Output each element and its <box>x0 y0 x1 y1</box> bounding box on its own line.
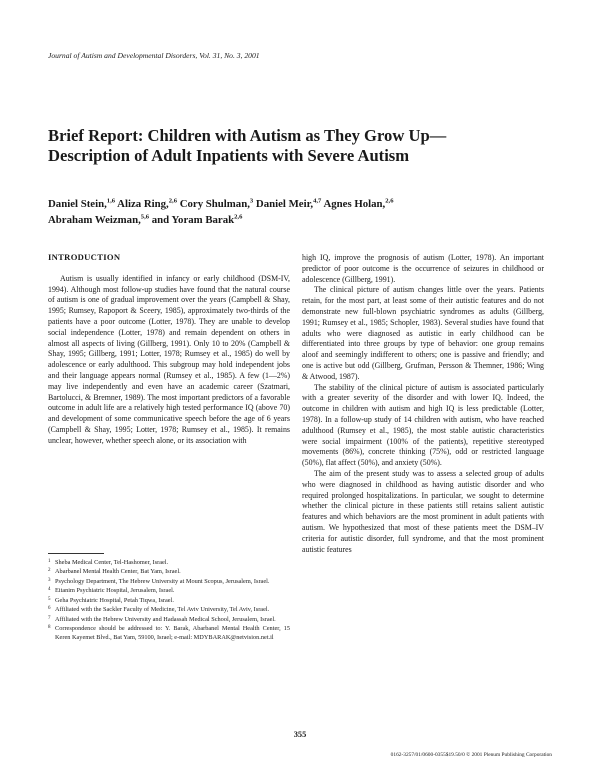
footnote-mark: 8 <box>48 625 51 631</box>
author-affiliation: 4,7 <box>313 197 322 205</box>
author-affiliation: 5,6 <box>140 213 150 221</box>
footnotes <box>48 553 290 643</box>
footnote-text: Affiliated with the Hebrew University and Hadassah Medical School, Jerusalem, Israel. <box>55 615 276 623</box>
footnote-mark: 3 <box>48 577 51 583</box>
footnote-text: Geha Psychiatric Hospital, Petah Tiqwa, Israel. <box>55 596 174 604</box>
footnote-mark: 6 <box>48 606 51 612</box>
author-name: Daniel Meir, <box>255 198 314 210</box>
right-column <box>302 253 544 555</box>
author-name: Agnes Holan, <box>323 198 386 210</box>
author-affiliation: 2,6 <box>168 197 177 205</box>
author-affiliation: 1,6 <box>106 197 116 205</box>
footnote-mark: 1 <box>48 559 51 564</box>
footnote-text: Psychology Department, The Hebrew University at Mount Scopus, Jerusalem, Israel. <box>55 577 270 585</box>
footnote <box>48 587 290 595</box>
footnote-mark: 2 <box>48 568 51 574</box>
footnote <box>48 606 290 614</box>
author-name: Daniel Stein, <box>48 198 107 210</box>
footnote-text: Abarbanel Mental Health Center, Bat Yam, Israel. <box>55 568 181 576</box>
page-number: 355 <box>293 730 307 739</box>
article-title <box>48 126 558 166</box>
footnote-divider <box>48 553 104 554</box>
title-line-1: Brief Report: Children with Autism as They Grow Up— <box>48 126 447 145</box>
footnote-text: Affiliated with the Sackler Faculty of Medicine, Tel Aviv University, Tel Aviv, Israel. <box>55 606 270 614</box>
author-affiliation: 2,6 <box>385 197 394 205</box>
body-paragraph: Autism is usually identified in infancy or early childhood (DSM-IV, 1994). Although most follow-up studies have found that the natural course of autism is one of gradual improvement over the years (Campbell & Shay, 1995; Rumsey, Rapoport & Sceery, 1985), approximately two-thirds of the patients have a poor outcome (Lotter, 1978). They are unable to develop social independence (Lotter, 1978) and remain dependent on others in almost all aspects of living (Gillberg, 1991). Only 10 to 20% (Campbell & Shay, 1995; Gillberg, 1991; Lotter, 1978; Rumsey et al., 1985) do well by adolescence or early adulthood. This subgroup may hold independent jobs and their language appears normal (Rumsey et al., 1985). A few (1—2%) may live independently and even have an academic career (Szatmari, Bartolucci, & Bremner, 1989). The most important predictors of a favorable outcome in adult life are a relatively high tested performance IQ (above 70) and development of some communicative speech before the age of 6 years (Campbell & Shay, 1995; Lotter, 1978; Rumsey et al., 1985). It remains unclear, however, whether speech alone, or its association with <box>48 273 290 445</box>
footnote-mark: 5 <box>48 596 51 602</box>
footnote <box>48 578 290 586</box>
footnote <box>48 559 290 567</box>
author-list <box>48 196 558 228</box>
author-name: Cory Shulman, <box>179 198 250 210</box>
copyright-line: 0162-3257/01/0600-0355$19.50/0 © 2001 Plenum Publishing Corporation <box>390 752 552 758</box>
footnote <box>48 625 290 642</box>
body-paragraph: The aim of the present study was to assess a selected group of adults who were diagnosed in childhood as having autistic disorder and who required prolonged hospitalizations. In particular, we sought to determine whether the clinical picture in these patients still retains salient autistic features and which behaviors are the most prominent in adult patients with autism. We hypothesized that most of these patients meet the DSM–IV criteria for autistic disorder, full syndrome, and that the most prominent autistic features <box>302 468 544 554</box>
body-paragraph: The clinical picture of autism changes little over the years. Patients retain, for the most part, at least some of their autistic features and do not demonstrate new full-blown psychiatric syndromes as adults (Gillberg, 1991; Rumsey et al., 1985; Schopler, 1983). Several studies have found that adults who were diagnosed as autistic in early childhood can be differentiated into three groups by type of behavior: one group remains aloof and seemingly indifferent to others; one is passive and friendly; and one is active but odd (Gillberg, Grufman, Persson & Themner, 1986; Wing & Atwood, 1987). <box>302 285 544 381</box>
author-name: and Yoram Barak <box>151 214 235 226</box>
author-name: Abraham Weizman, <box>48 214 141 226</box>
body-paragraph: The stability of the clinical picture of autism is associated particularly with a greater severity of the disorder and with lower IQ. Indeed, the outcome in children with autism and high IQ is less predictable (Lotter, 1978). In a follow-up study of 14 children with autism, who have reached adulthood (Rumsey et al., 1985), the most stable autistic characteristics were social impairment (100% of the patients), repetitive stereotyped movements (86%), concrete thinking (75%), odd or restricted language (50%), flat affect (50%), and anxiety (50%). <box>302 382 544 468</box>
author-name: Aliza Ring, <box>117 198 169 210</box>
left-column <box>48 252 290 447</box>
journal-header: Journal of Autism and Developmental Disorders, Vol. 31, No. 3, 2001 <box>48 51 260 60</box>
footnote <box>48 616 290 624</box>
author-affiliation: 2,6 <box>234 213 243 221</box>
footnote-text: Sheba Medical Center, Tel-Hashomer, Israel. <box>55 559 169 566</box>
footnote-text: Correspondence should be addressed to: Y. Barak, Abarbanel Mental Health Center, 15 Keren Kayemet Blvd., Bat Yam, 59100, Israel; e-mail: MDYBARAK@netvision.net.il <box>55 625 290 641</box>
footnote <box>48 568 290 576</box>
footnote-mark: 4 <box>48 587 51 593</box>
author-line-1 <box>48 196 558 212</box>
title-line-2: Description of Adult Inpatients with Severe Autism <box>48 146 410 165</box>
author-affiliation: 3 <box>249 197 254 205</box>
body-paragraph: high IQ, improve the prognosis of autism (Lotter, 1978). An important predictor of poor outcome is the occurrence of seizures in childhood or adolescence (Gillberg, 1991). <box>302 253 544 284</box>
section-heading: INTRODUCTION <box>48 252 121 262</box>
footnote <box>48 597 290 605</box>
author-line-2 <box>48 212 558 228</box>
footnote-mark: 7 <box>48 615 51 621</box>
footnote-text: Eitanim Psychiatric Hospital, Jerusalem, Israel. <box>55 587 175 595</box>
